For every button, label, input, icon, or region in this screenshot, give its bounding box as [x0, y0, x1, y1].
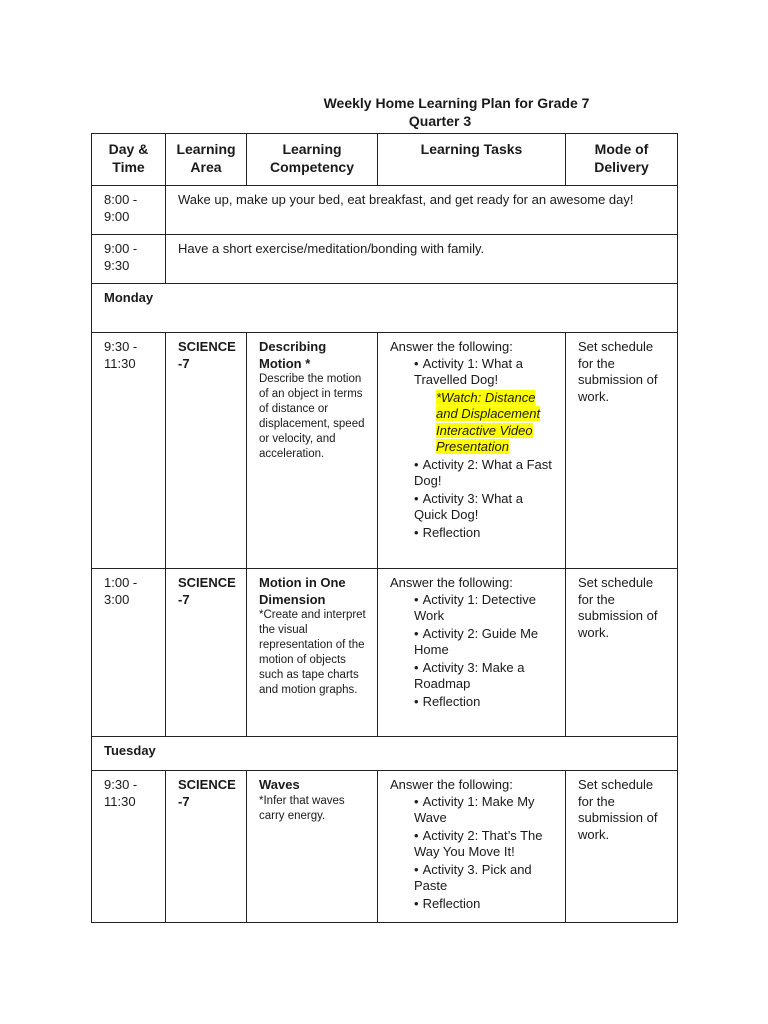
task-item: • Activity 3: Make a Roadmap [414, 659, 525, 691]
task-item: • Activity 2: Guide Me Home [414, 625, 539, 657]
lesson-time: 1:00 - 3:00 [92, 569, 166, 737]
learning-plan-table [91, 133, 678, 923]
bullet-icon: • [414, 895, 419, 911]
task-item: • Activity 2: What a Fast Dog! [414, 456, 552, 488]
task-item: • Reflection [414, 524, 481, 540]
competency-description: *Infer that waves carry energy. [259, 794, 345, 822]
task-item: • Activity 1: What a Travelled Dog! [414, 355, 523, 387]
bullet-icon: • [414, 793, 419, 809]
lesson-competency [247, 569, 378, 737]
bullet-icon: • [414, 490, 419, 506]
highlighted-watch-text: *Watch: Distance and Displacement Interactive Video Presentation [436, 389, 541, 454]
task-intro: Answer the following: [390, 575, 513, 590]
col-header-mode-of-delivery: Mode of Delivery [566, 134, 678, 186]
bullet-icon: • [414, 625, 419, 641]
bullet-icon: • [414, 861, 419, 877]
col-header-learning-tasks: Learning Tasks [378, 134, 566, 186]
header-row [92, 134, 678, 186]
bullet-icon: • [414, 355, 419, 371]
col-header-day-time: Day & Time [92, 134, 166, 186]
task-item: • Activity 1: Make My Wave [414, 793, 535, 825]
lesson-delivery: Set schedule for the submission of work. [566, 771, 678, 923]
day-label-monday: Monday [92, 284, 678, 333]
bullet-icon: • [414, 524, 419, 540]
watch-note [414, 390, 557, 456]
day-row-tuesday [92, 737, 678, 771]
lesson-delivery: Set schedule for the submission of work. [566, 333, 678, 569]
task-list [390, 794, 557, 913]
lesson-area: SCIENCE-7 [166, 569, 247, 737]
routine-row [92, 186, 678, 235]
title-line-2: Quarter 3 [408, 113, 472, 129]
task-item: • Reflection [414, 693, 481, 709]
routine-text: Have a short exercise/meditation/bonding with family. [166, 235, 678, 284]
task-item: • Activity 3: What a Quick Dog! [414, 490, 523, 522]
lesson-delivery: Set schedule for the submission of work. [566, 569, 678, 737]
competency-title: Describing Motion * [259, 339, 327, 371]
col-header-learning-area: Learning Area [166, 134, 247, 186]
day-row-monday [92, 284, 678, 333]
task-item: • Activity 2: That’s The Way You Move It! [414, 827, 543, 859]
bullet-icon: • [414, 827, 419, 843]
competency-description: *Create and interpret the visual representation of the motion of objects such as tape charts and motion graphs. [259, 609, 366, 696]
routine-time: 8:00 - 9:00 [92, 186, 166, 235]
document-title [0, 94, 768, 130]
task-list [390, 457, 557, 542]
lesson-time: 9:30 - 11:30 [92, 333, 166, 569]
lesson-area: SCIENCE-7 [166, 333, 247, 569]
routine-row [92, 235, 678, 284]
task-item: • Activity 1: Detective Work [414, 591, 536, 623]
task-list [390, 356, 557, 389]
competency-description: Describe the motion of an object in terms of distance or displacement, speed or velocity, and acceleration. [259, 373, 365, 460]
bullet-icon: • [414, 659, 419, 675]
col-header-learning-competency: Learning Competency [247, 134, 378, 186]
lesson-tasks [378, 333, 566, 569]
lesson-tasks [378, 771, 566, 923]
lesson-time: 9:30 - 11:30 [92, 771, 166, 923]
competency-title: Waves [259, 777, 300, 792]
competency-title: Motion in One Dimension [259, 575, 346, 607]
bullet-icon: • [414, 591, 419, 607]
routine-time: 9:00 - 9:30 [92, 235, 166, 284]
lesson-competency [247, 771, 378, 923]
routine-text: Wake up, make up your bed, eat breakfast, and get ready for an awesome day! [166, 186, 678, 235]
task-intro: Answer the following: [390, 339, 513, 354]
lesson-area: SCIENCE-7 [166, 771, 247, 923]
bullet-icon: • [414, 693, 419, 709]
lesson-row [92, 569, 678, 737]
lesson-row [92, 771, 678, 923]
bullet-icon: • [414, 456, 419, 472]
title-line-1: Weekly Home Learning Plan for Grade 7 [323, 95, 590, 111]
task-list [390, 592, 557, 711]
task-item: • Reflection [414, 895, 481, 911]
task-item: • Activity 3. Pick and Paste [414, 861, 532, 893]
day-label-tuesday: Tuesday [92, 737, 678, 771]
lesson-tasks [378, 569, 566, 737]
lesson-row [92, 333, 678, 569]
task-intro: Answer the following: [390, 777, 513, 792]
lesson-competency [247, 333, 378, 569]
